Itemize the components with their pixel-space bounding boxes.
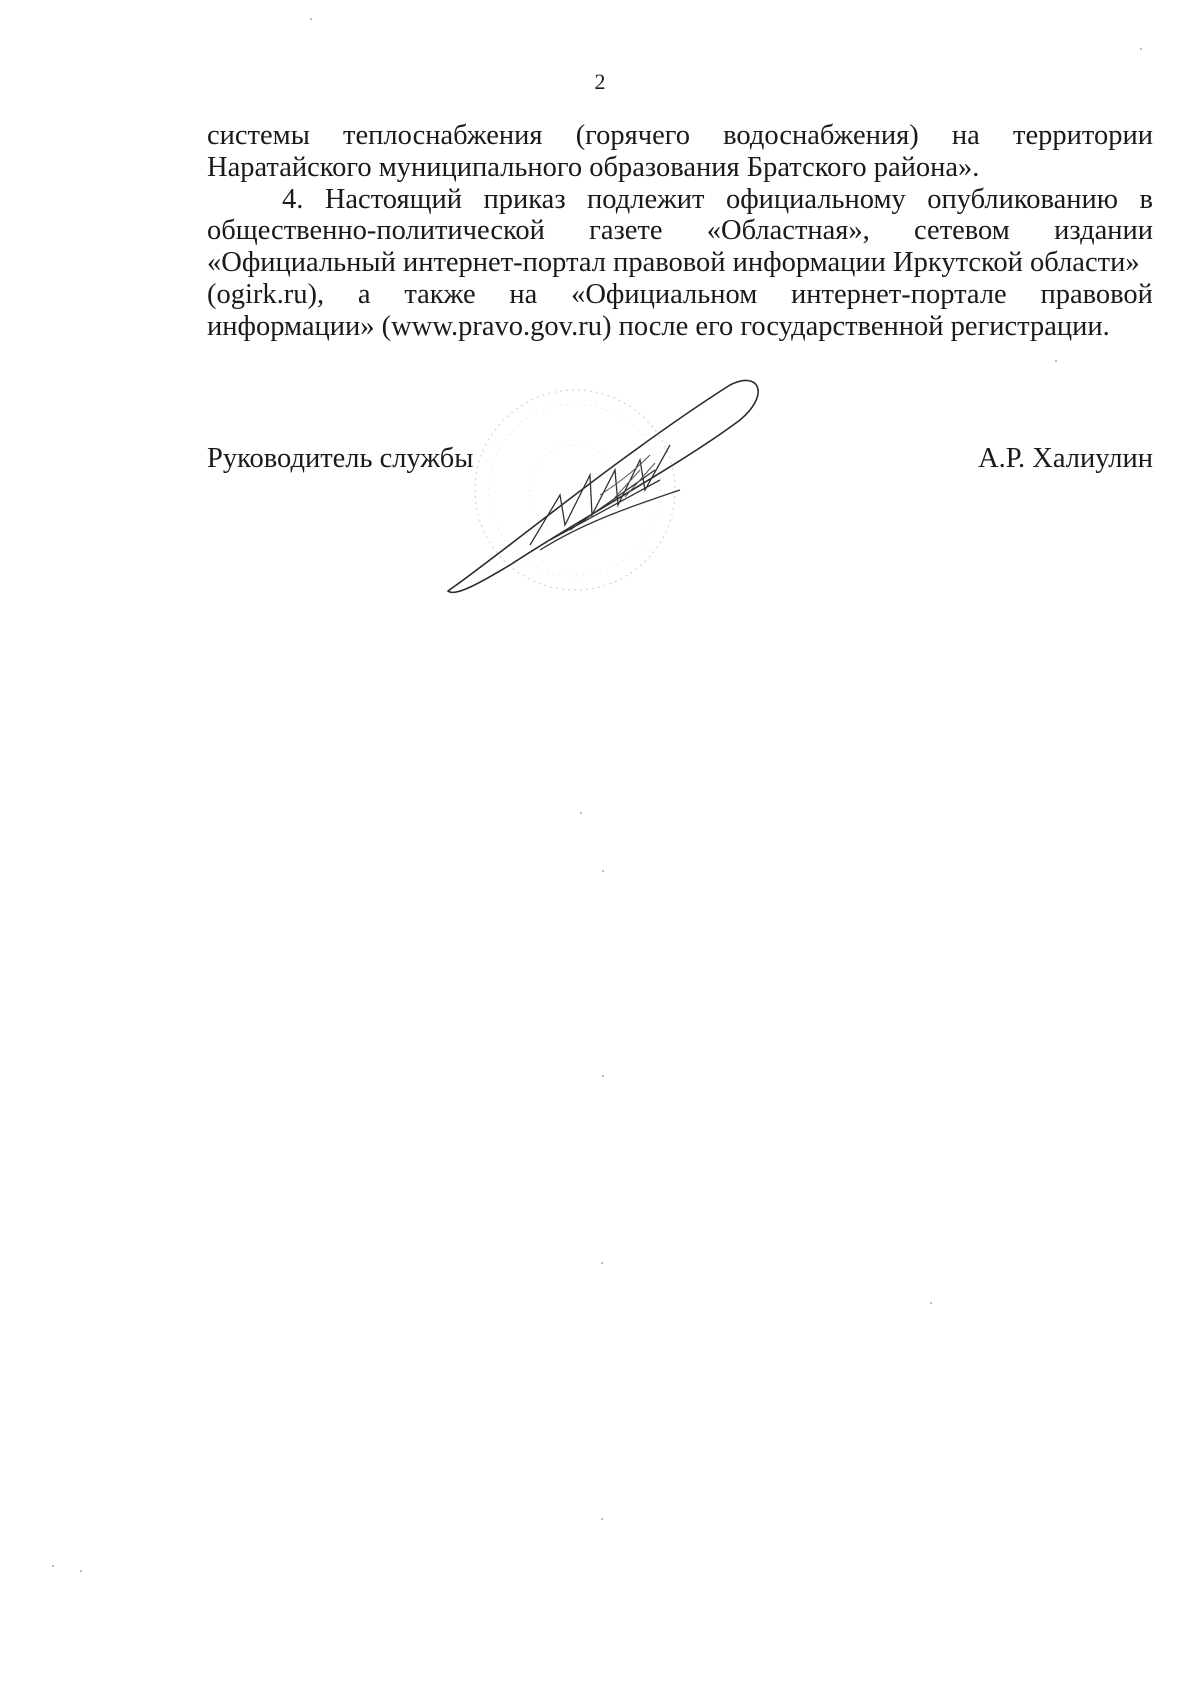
word: «Областная», [706,215,870,247]
word: территории [1013,120,1153,151]
word: приказ [483,183,566,215]
word: системы [207,120,310,151]
word: также [404,278,476,310]
word: подлежит [587,183,705,215]
word: Настоящий [324,183,463,215]
scan-speck [602,1075,604,1077]
scan-speck [80,1570,82,1572]
scan-speck [52,1565,54,1567]
paragraph-4-line-3: «Официальный интернет-портал правовой информации Иркутской области» [207,247,1140,279]
signature-row [207,443,1153,475]
word: общественно-политической [207,215,545,247]
paragraph-4-line-4 [207,279,1153,311]
document-body [207,120,1153,343]
word: на [509,278,538,310]
paragraph-4-line-1 [207,184,1153,216]
scan-speck [601,1518,603,1520]
scan-speck [1140,48,1142,50]
word: издании [1054,215,1153,247]
word: (ogirk.ru), [207,278,325,310]
scan-speck [930,1302,932,1304]
word: официальному [725,183,906,215]
word: правовой [1040,278,1153,310]
signature-with-stamp-icon [440,375,820,625]
word: 4. [282,183,304,215]
word: на [951,120,980,151]
position-title: Руководитель службы [207,443,474,474]
word: опубликованию [927,183,1119,215]
continuation-line-1 [207,120,1153,152]
signer-name: А.Р. Халиулин [978,443,1153,474]
word: в [1139,183,1153,215]
continuation-line-2: Наратайского муниципального образования Братского района». [207,151,980,183]
word: сетевом [914,215,1010,247]
scan-speck [310,18,312,20]
word: «Официальном [571,278,758,310]
word: а [357,278,371,310]
page-number: 2 [594,69,606,94]
word: интернет-портале [791,278,1007,310]
scan-speck [580,812,582,814]
paragraph-4-line-5: информации» (www.pravo.gov.ru) после его государственной регистрации. [207,310,1110,342]
word: теплоснабжения [343,120,543,151]
word: (горячего [575,120,690,151]
scan-speck [602,870,604,872]
scan-speck [601,1262,603,1264]
scan-speck [1055,360,1057,362]
word: водоснабжения) [723,120,919,151]
paragraph-4-line-2 [207,215,1153,247]
word: газете [589,215,663,247]
